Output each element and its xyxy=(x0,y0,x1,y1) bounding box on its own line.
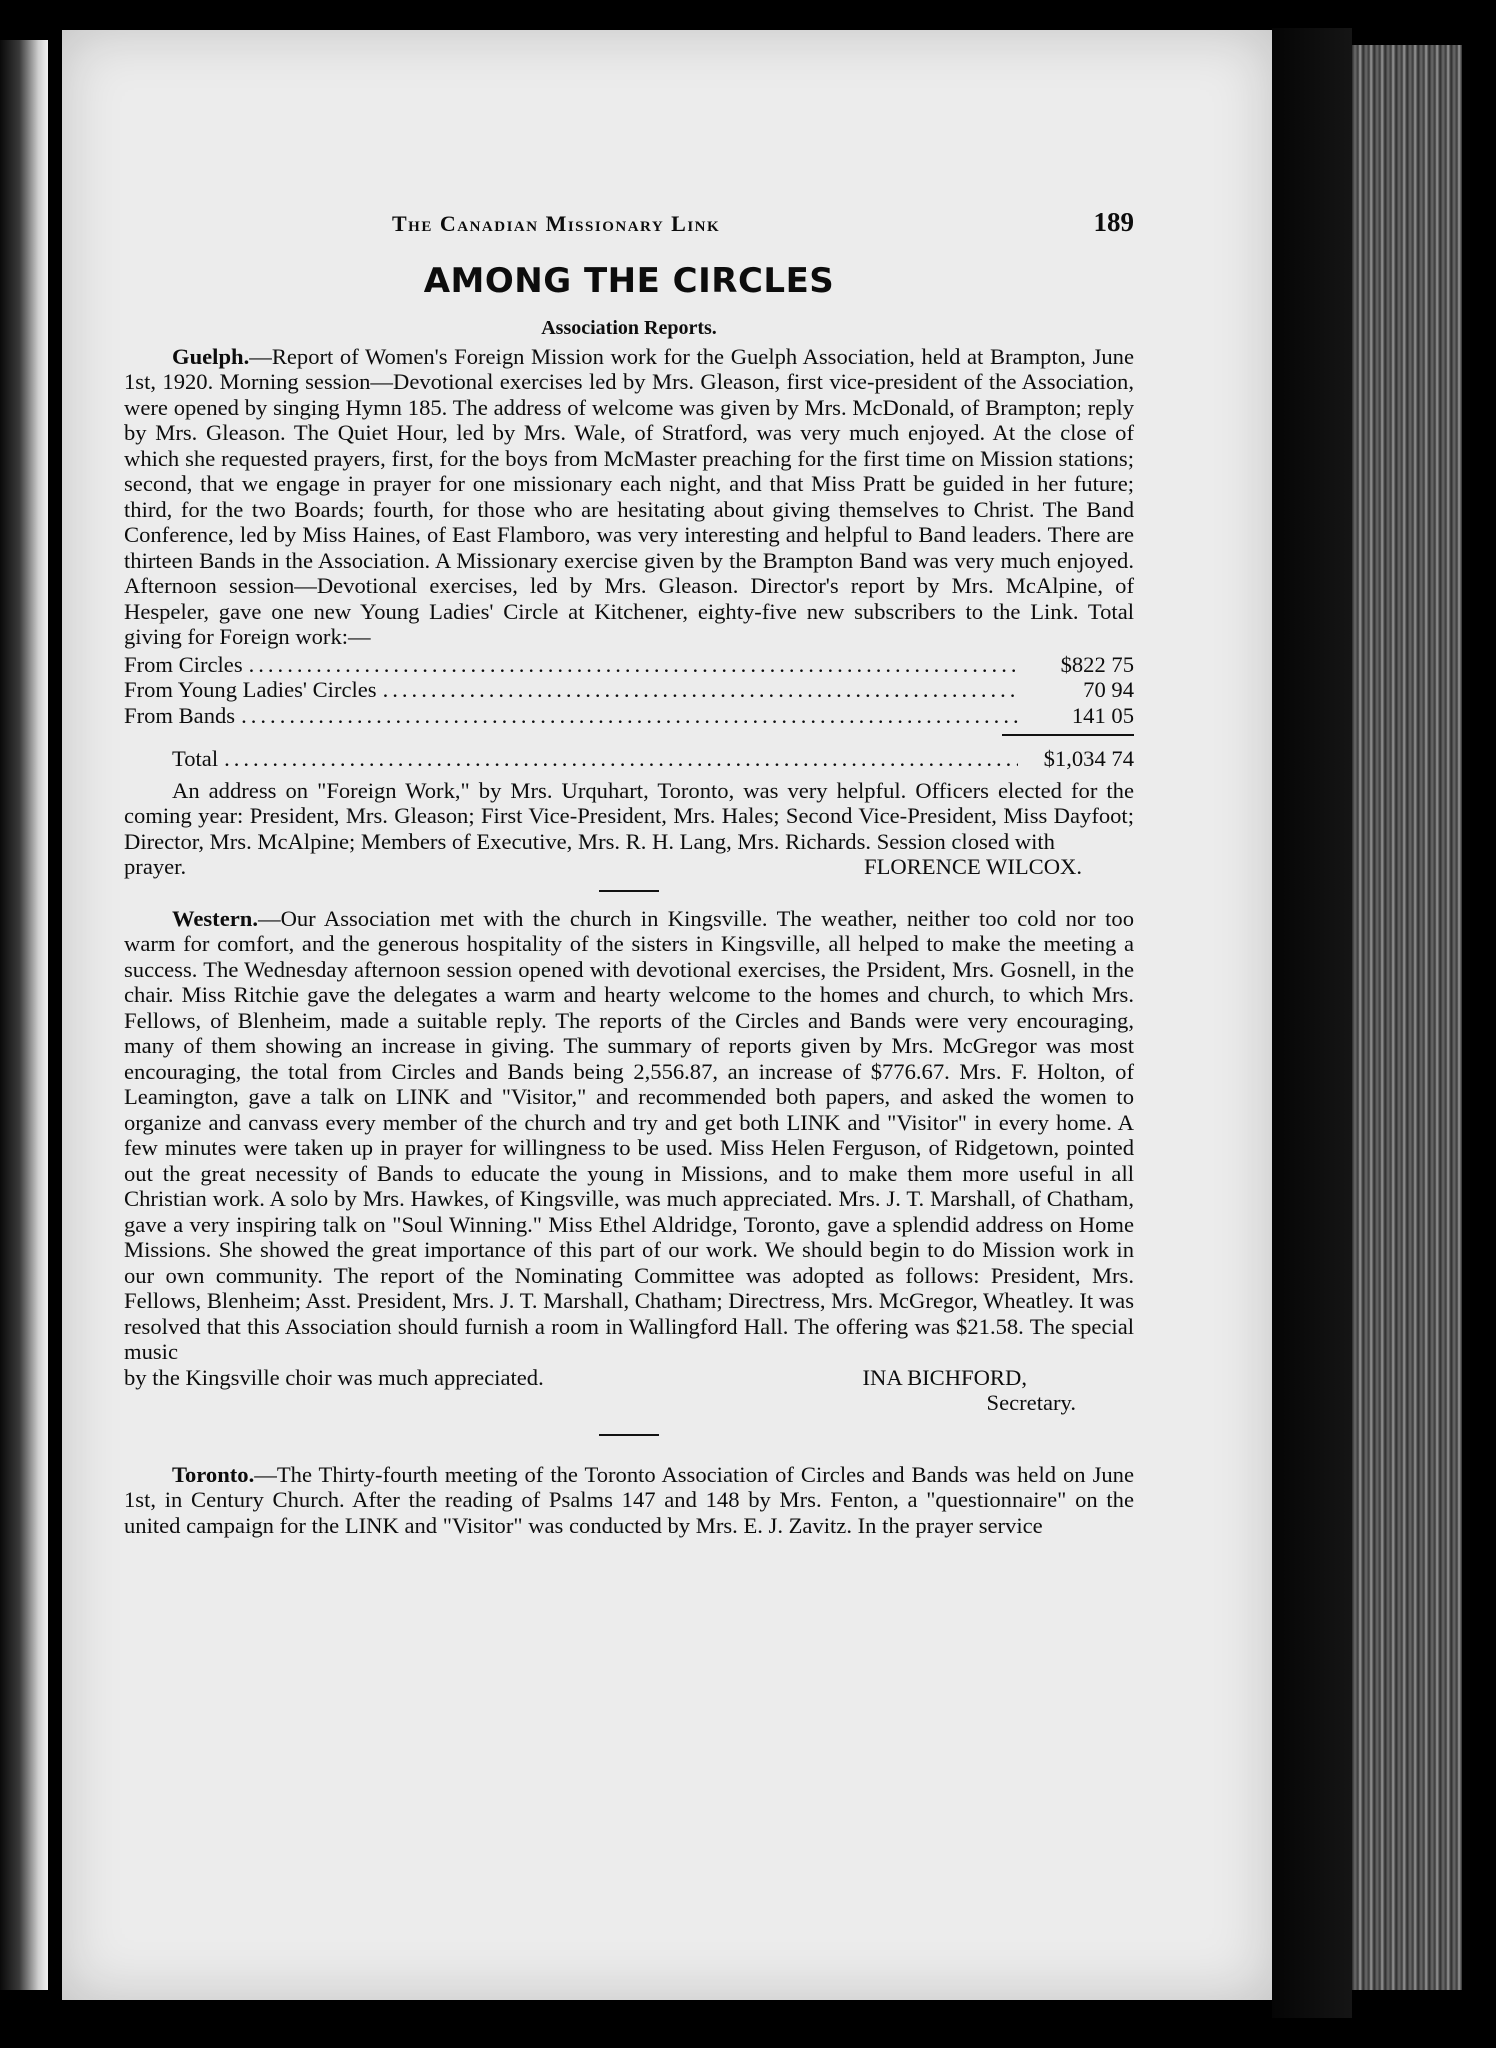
sum-rule xyxy=(1002,734,1134,736)
western-signature-title: Secretary. xyxy=(986,1390,1076,1415)
ledger-amount: 70 94 xyxy=(1083,677,1134,702)
ledger-amount: $822 75 xyxy=(1060,651,1134,677)
ledger-row xyxy=(124,677,1134,703)
page-stack-edges xyxy=(1352,45,1462,1990)
leader-dots xyxy=(224,746,1018,772)
subhead: Association Reports. xyxy=(541,317,717,339)
ledger-label: From Circles xyxy=(124,651,243,677)
ledger-total-row xyxy=(124,746,1134,772)
page-text xyxy=(124,207,1134,1538)
toronto-lead: Toronto. xyxy=(172,1461,255,1487)
book-binding xyxy=(1272,28,1352,2018)
total-amount: $1,034 74 xyxy=(1043,746,1134,771)
leader-dots xyxy=(249,652,1018,678)
western-lead: Western. xyxy=(172,905,258,931)
ledger-row xyxy=(124,652,1134,678)
guelph-body: —Report of Women's Foreign Mission work for the Guelph Association, held at Brampton, June 1st, 1920. Morning session—Devotional exercises led by Mrs. Gleason, first vice-president of the Association, were opened by singing Hymn 185. The address of welcome was given by Mrs. McDonald, of Brampton; reply by Mrs. Gleason. The Quiet Hour, led by Mrs. Wale, of Stratford, was very much enjoyed. At the close of which she requested prayers, first, for the boys from McMaster preaching for the first time on Mission stations; second, that we engage in prayer for one missionary each night, and that Miss Pratt be guided in her future; third, for the two Boards; fourth, for those who are hesitating about giving themselves to Christ. The Band Conference, led by Miss Haines, of East Flamboro, was very interesting and helpful to Band leaders. There are thirteen Bands in the Association. A Missionary exercise given by the Brampton Band was very much enjoyed. Afternoon session—Devotional exercises, led by Mrs. Gleason. Director's report by Mrs. McAlpine, of Hespeler, gave one new Young Ladies' Circle at Kitchener, eighty-five new subscribers to the Link. Total giving for Foreign work:— xyxy=(124,343,1134,649)
toronto-body: —The Thirty-fourth meeting of the Toronto Association of Circles and Bands was held on June 1st, in Century Church. After the reading of Psalms 147 and 148 by Mrs. Fenton, a "questionnaire" on the united campaign for the LINK and "Visitor" was conducted by Mrs. E. J. Zavitz. In the prayer service xyxy=(124,1461,1134,1538)
western-signer xyxy=(863,1365,1134,1416)
running-head xyxy=(124,207,1134,237)
section-title: AMONG THE CIRCLES xyxy=(423,260,835,301)
guelph-ledger xyxy=(124,652,1134,772)
ledger-row xyxy=(124,703,1134,729)
ledger-label: From Bands xyxy=(124,702,236,728)
western-body: —Our Association met with the church in Kingsville. The weather, neither too cold nor too warm for comfort, and the generous hospitality of the sisters in Kingsville, all helped to make the meeting a success. The Wednesday afternoon session opened with devotional exercises, the Prsident, Mrs. Gosnell, in the chair. Miss Ritchie gave the delegates a warm and hearty welcome to the homes and church, to which Mrs. Fellows, of Blenheim, made a suitable reply. The reports of the Circles and Bands were very encouraging, many of them showing an increase in giving. The summary of reports given by Mrs. McGregor was most encouraging, the total from Circles and Bands being 2,556.87, an increase of $776.67. Mrs. F. Holton, of Leamington, gave a talk on LINK and "Visitor," and recommended both papers, and asked the women to organize and canvass every member of the church and try and get both LINK and "Visitor" in every home. A few minutes were taken up in prayer for willingness to be used. Miss Helen Ferguson, of Ridgetown, pointed out the great necessity of Bands to educate the young in Missions, and to make them more useful in all Christian work. A solo by Mrs. Hawkes, of Kingsville, was much appreciated. Mrs. J. T. Marshall, of Chatham, gave a very inspiring talk on "Soul Winning." Miss Ethel Aldridge, Toronto, gave a splendid address on Home Missions. She showed the great importance of this part of our work. We should begin to do Mission work in our own community. The report of the Nominating Committee was adopted as follows: President, Mrs. Fellows, Blenheim; Asst. President, Mrs. J. T. Marshall, Chatham; Directress, Mrs. McGregor, Wheatley. It was resolved that this Association should furnish a room in Wallingford Hall. The offering was $21.58. The special music xyxy=(124,905,1134,1364)
western-report xyxy=(124,906,1134,1365)
page-number: 189 xyxy=(1093,207,1134,237)
total-label: Total xyxy=(172,746,219,771)
toronto-report xyxy=(124,1462,1134,1539)
section-divider xyxy=(599,1434,659,1436)
guelph-signature-line xyxy=(124,854,1134,880)
leader-dots xyxy=(241,703,1018,729)
guelph-signature: FLORENCE WILCOX. xyxy=(864,854,1082,879)
guelph-closing-last: prayer. xyxy=(124,854,187,879)
western-signature-block xyxy=(124,1365,1134,1416)
guelph-closing: An address on "Foreign Work," by Mrs. Urquhart, Toronto, was very helpful. Officers elected for the coming year: President, Mrs. Gleason; First Vice-President, Mrs. Hales; Second Vice-President, Miss Dayfoot; Director, Mrs. McAlpine; Members of Executive, Mrs. R. H. Lang, Mrs. Richards. Session closed with xyxy=(124,777,1134,854)
left-page-edge xyxy=(0,40,48,1990)
western-last-line: by the Kingsville choir was much appreciated. xyxy=(124,1364,544,1390)
ledger-label: From Young Ladies' Circles xyxy=(124,677,377,702)
guelph-report xyxy=(124,344,1134,650)
leader-dots xyxy=(383,677,1018,703)
western-signature: INA BICHFORD, xyxy=(862,1364,1027,1390)
guelph-lead: Guelph. xyxy=(172,343,250,369)
section-divider xyxy=(599,890,659,892)
running-title: The Canadian Missionary Link xyxy=(392,211,721,236)
ledger-amount: 141 05 xyxy=(1071,702,1134,728)
